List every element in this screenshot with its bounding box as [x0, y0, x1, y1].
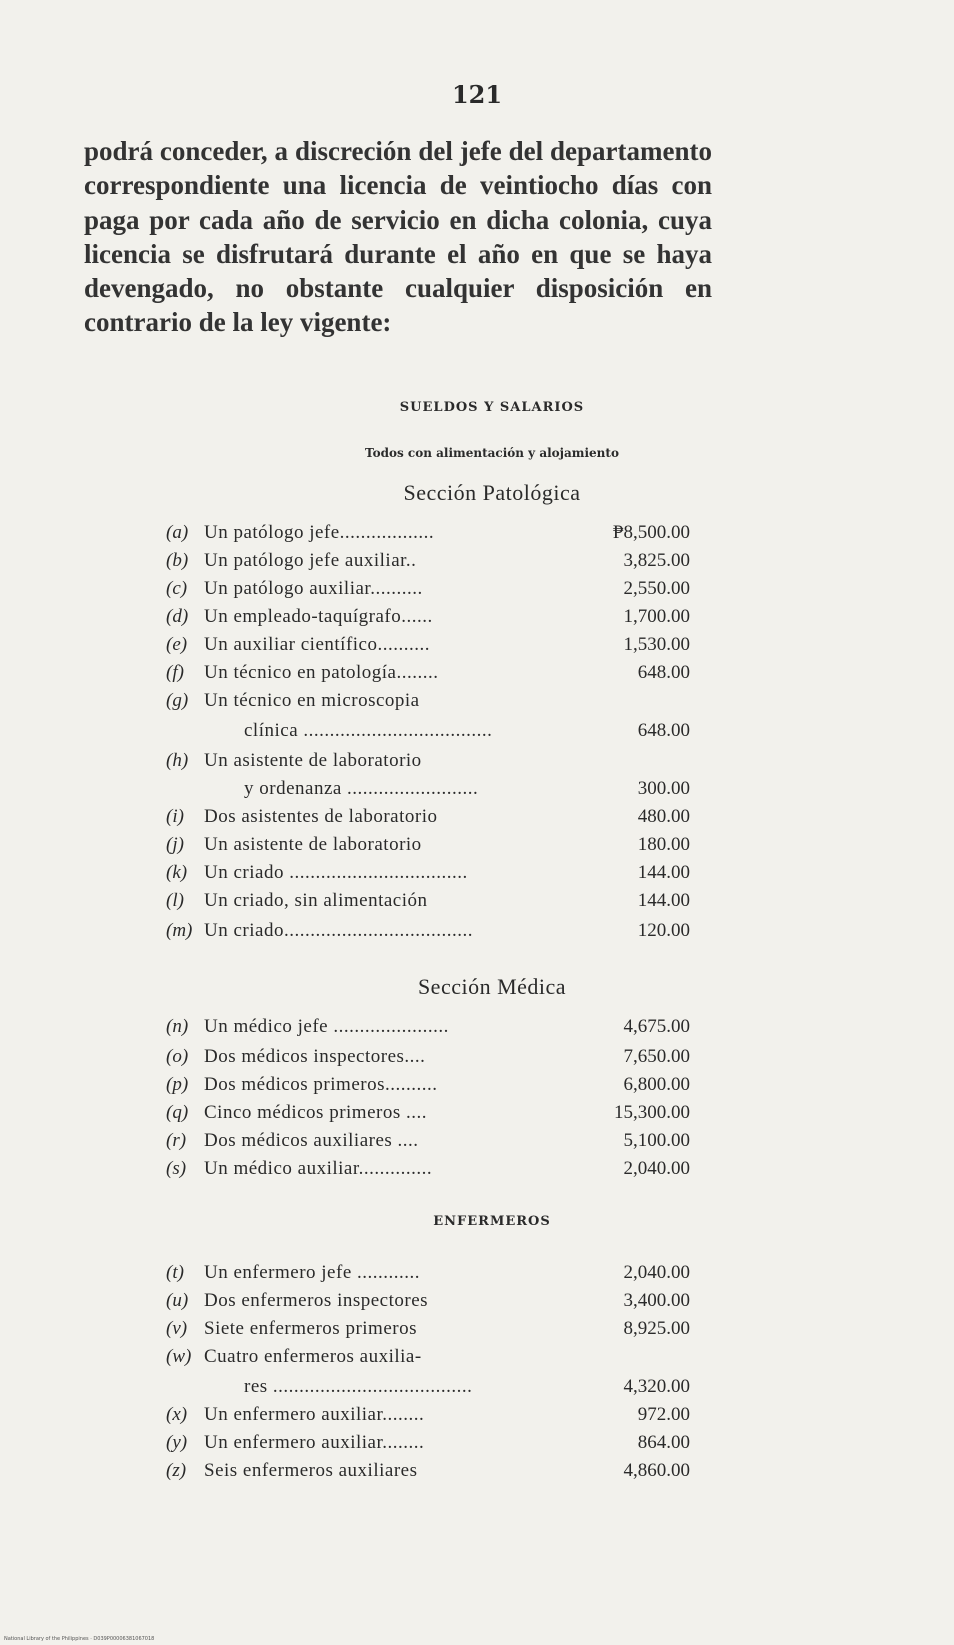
row-letter: (p)	[166, 1074, 189, 1095]
section-heading-medica: Sección Médica	[417, 974, 567, 999]
scan-footer: National Library of the Philippines · D039P00006381067018	[4, 1636, 155, 1642]
row-description: Dos asistentes de laboratorio	[204, 806, 438, 827]
row-description: Un enfermero auxiliar........	[204, 1432, 425, 1453]
salary-row	[166, 1426, 706, 1454]
salary-row	[166, 572, 706, 600]
row-description: Cinco médicos primeros ....	[204, 1102, 427, 1123]
salary-row	[166, 1096, 706, 1124]
row-description: Un asistente de laboratorio	[204, 834, 422, 855]
salary-row	[166, 772, 706, 800]
salary-row	[166, 684, 706, 712]
row-letter: (i)	[166, 806, 184, 827]
row-amount: 15,300.00	[614, 1102, 690, 1123]
row-amount: 1,530.00	[623, 634, 690, 655]
row-description: Un asistente de laboratorio	[204, 750, 422, 771]
section-heading-enfermeros: ENFERMEROS	[433, 1214, 551, 1229]
row-description: Dos médicos auxiliares ....	[204, 1130, 419, 1151]
salary-row	[166, 1370, 706, 1398]
row-amount: 648.00	[637, 720, 690, 741]
row-description: Dos médicos primeros..........	[204, 1074, 438, 1095]
row-description: Un médico jefe ......................	[204, 1016, 449, 1037]
salary-row	[166, 714, 706, 742]
row-description: Un criado ..................................	[204, 862, 468, 883]
row-amount: 972.00	[637, 1404, 690, 1425]
row-letter: (l)	[166, 890, 184, 911]
row-description: y ordenanza .........................	[244, 778, 479, 799]
row-letter: (c)	[166, 578, 188, 599]
row-description: Dos médicos inspectores....	[204, 1046, 426, 1067]
row-amount: 120.00	[637, 920, 690, 941]
row-description: Un patólogo jefe..................	[204, 522, 435, 543]
salary-row	[166, 856, 706, 884]
row-amount: 4,860.00	[623, 1460, 690, 1481]
row-amount: 7,650.00	[623, 1046, 690, 1067]
row-description: Un empleado-taquígrafo......	[204, 606, 433, 627]
salary-row	[166, 744, 706, 772]
salary-row	[166, 1340, 706, 1368]
section-heading-patologica: Sección Patológica	[403, 480, 581, 505]
row-letter: (v)	[166, 1318, 188, 1339]
row-letter: (e)	[166, 634, 188, 655]
row-letter: (j)	[166, 834, 184, 855]
salary-row	[166, 1398, 706, 1426]
row-letter: (x)	[166, 1404, 188, 1425]
row-letter: (s)	[166, 1158, 187, 1179]
salary-row	[166, 600, 706, 628]
row-letter: (k)	[166, 862, 188, 883]
row-amount: 1,700.00	[623, 606, 690, 627]
salary-row	[166, 1124, 706, 1152]
row-letter: (g)	[166, 690, 189, 711]
page-number: 121	[451, 80, 503, 109]
salary-row	[166, 914, 706, 942]
row-letter: (u)	[166, 1290, 189, 1311]
salary-row	[166, 656, 706, 684]
salary-row	[166, 1068, 706, 1096]
row-description: Un enfermero auxiliar........	[204, 1404, 425, 1425]
row-description: Un auxiliar científico..........	[204, 634, 430, 655]
row-letter: (t)	[166, 1262, 184, 1283]
row-amount: 300.00	[637, 778, 690, 799]
row-description: Cuatro enfermeros auxilia-	[204, 1346, 422, 1367]
title-heading: SUELDOS Y SALARIOS	[399, 400, 585, 415]
row-letter: (z)	[166, 1460, 187, 1481]
row-amount: 4,320.00	[623, 1376, 690, 1397]
row-letter: (a)	[166, 522, 189, 543]
row-amount: 144.00	[637, 890, 690, 911]
row-description: Dos enfermeros inspectores	[204, 1290, 429, 1311]
row-description: Un médico auxiliar..............	[204, 1158, 433, 1179]
subtitle-heading: Todos con alimentación y alojamiento	[365, 446, 619, 460]
row-amount: 2,040.00	[623, 1262, 690, 1283]
row-letter: (w)	[166, 1346, 192, 1367]
salary-row	[166, 1010, 706, 1038]
row-amount: 3,400.00	[623, 1290, 690, 1311]
salary-row	[166, 1454, 706, 1482]
row-amount: ₱8,500.00	[612, 522, 690, 543]
salary-row	[166, 1256, 706, 1284]
row-description: Siete enfermeros primeros	[204, 1318, 417, 1339]
row-letter: (o)	[166, 1046, 189, 1067]
row-description: Un técnico en patología........	[204, 662, 439, 683]
salary-row	[166, 516, 706, 544]
row-amount: 480.00	[637, 806, 690, 827]
row-description: Un criado....................................	[204, 920, 473, 941]
row-description: Un patólogo jefe auxiliar..	[204, 550, 417, 571]
salary-row	[166, 800, 706, 828]
row-description: Un enfermero jefe ............	[204, 1262, 421, 1283]
row-amount: 864.00	[637, 1432, 690, 1453]
row-amount: 144.00	[637, 862, 690, 883]
row-amount: 2,040.00	[623, 1158, 690, 1179]
row-amount: 4,675.00	[623, 1016, 690, 1037]
row-description: res ......................................	[244, 1376, 473, 1397]
row-description: Un técnico en microscopia	[204, 690, 420, 711]
salary-row	[166, 1284, 706, 1312]
salary-row	[166, 828, 706, 856]
row-letter: (f)	[166, 662, 184, 683]
row-amount: 180.00	[637, 834, 690, 855]
intro-paragraph: podrá conceder, a discreción del jefe del departamento correspondiente una licencia de veintiocho días con paga por cada año de servicio en dicha colonia, cuya licencia se disfrutará durante el año en que se haya devengado, no obstante cualquier disposición en contrario de la ley vigente:	[84, 136, 712, 338]
salary-row	[166, 1152, 706, 1180]
row-amount: 2,550.00	[623, 578, 690, 599]
salary-row	[166, 1040, 706, 1068]
row-letter: (h)	[166, 750, 189, 771]
salary-row	[166, 1312, 706, 1340]
row-amount: 3,825.00	[623, 550, 690, 571]
row-letter: (n)	[166, 1016, 189, 1037]
row-letter: (d)	[166, 606, 189, 627]
row-letter: (y)	[166, 1432, 188, 1453]
row-letter: (q)	[166, 1102, 189, 1123]
salary-row	[166, 628, 706, 656]
row-amount: 8,925.00	[623, 1318, 690, 1339]
salary-row	[166, 884, 706, 912]
row-letter: (b)	[166, 550, 189, 571]
row-description: Un patólogo auxiliar..........	[204, 578, 423, 599]
salary-row	[166, 544, 706, 572]
row-description: Un criado, sin alimentación	[204, 890, 428, 911]
row-description: clínica ....................................	[244, 720, 493, 741]
row-amount: 5,100.00	[623, 1130, 690, 1151]
row-description: Seis enfermeros auxiliares	[204, 1460, 418, 1481]
row-letter: (r)	[166, 1130, 187, 1151]
row-letter: (m)	[166, 920, 193, 941]
row-amount: 6,800.00	[623, 1074, 690, 1095]
row-amount: 648.00	[637, 662, 690, 683]
